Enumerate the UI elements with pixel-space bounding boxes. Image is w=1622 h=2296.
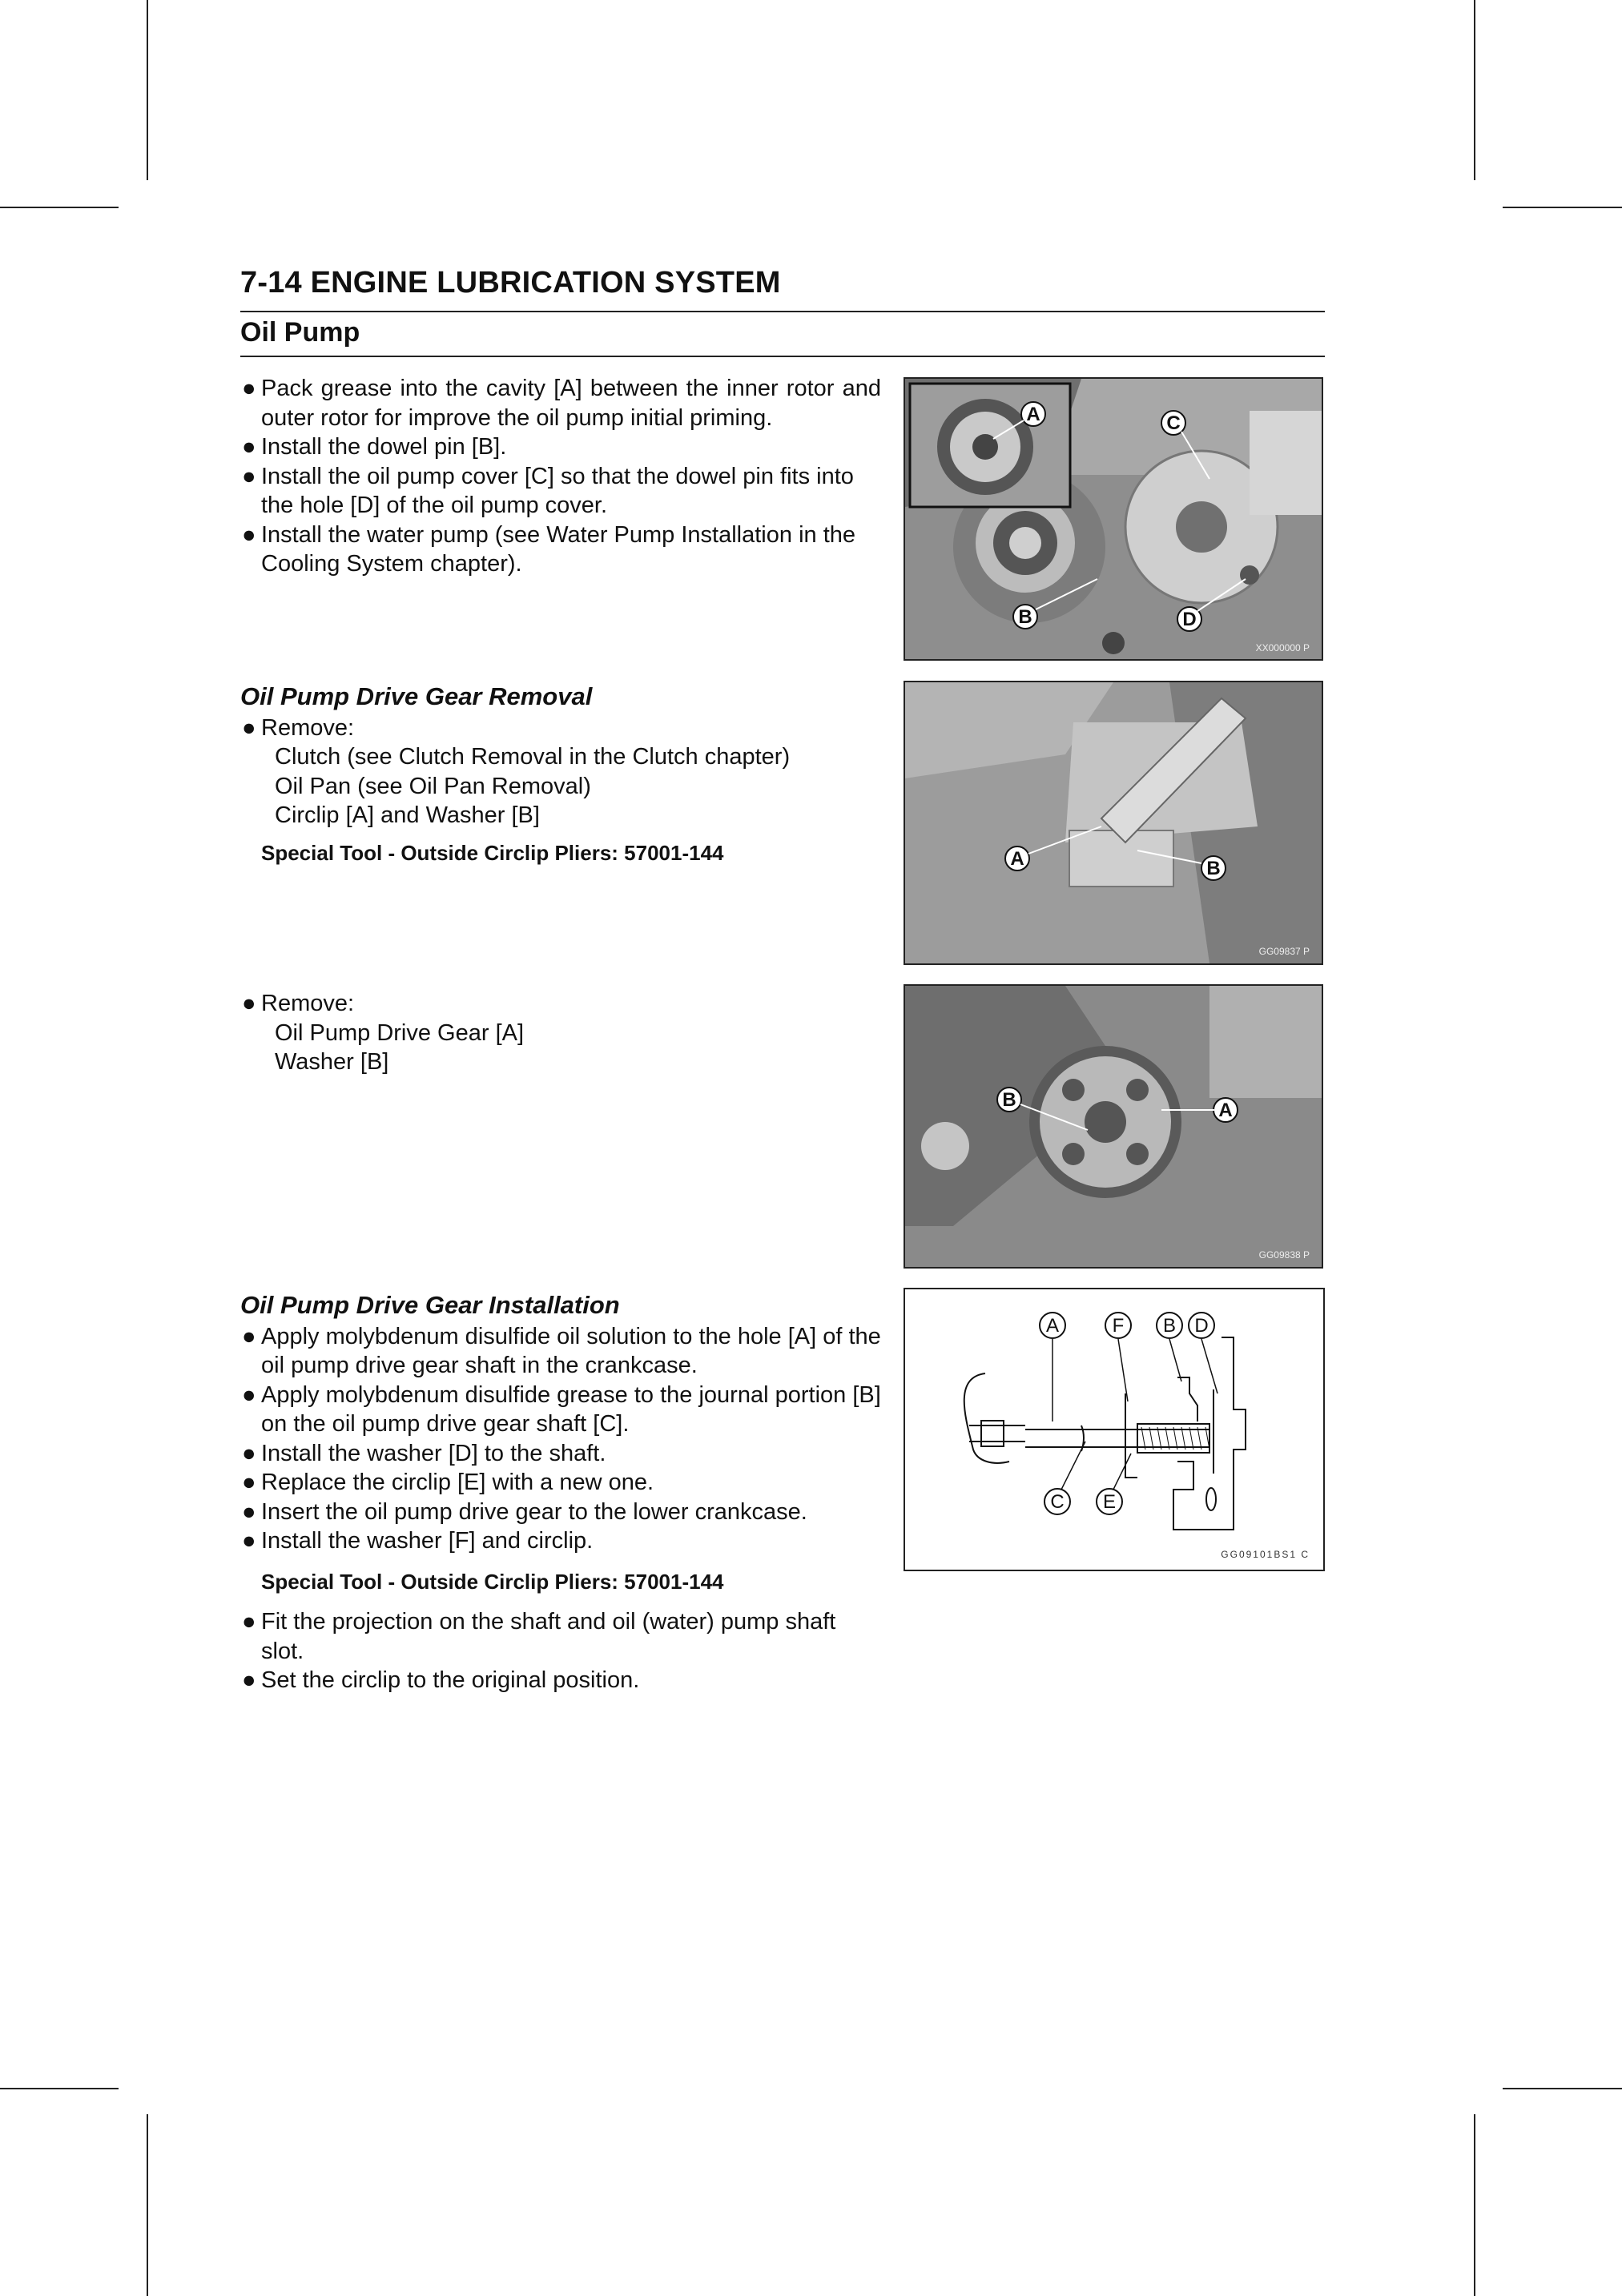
special-tool-note: Special Tool - Outside Circlip Pliers: 57001-144 (261, 1569, 724, 1594)
section-rule (240, 356, 1325, 357)
list-subitem: Clutch (see Clutch Removal in the Clutch chapter) (275, 744, 791, 770)
oil-pump-cover-photo (904, 377, 1323, 661)
list-item: ● Remove: (242, 991, 355, 1016)
callout-A: A (1010, 848, 1024, 870)
subheading: Oil Pump Drive Gear Removal (240, 682, 593, 710)
crop-mark (1503, 2088, 1622, 2089)
crop-mark (1474, 2114, 1475, 2296)
callout-E: E (1102, 1491, 1117, 1513)
list-item: ● Install the dowel pin [B]. (242, 434, 507, 460)
crop-mark (1474, 0, 1475, 180)
callout-B: B (1018, 606, 1032, 628)
page-header (240, 266, 1325, 348)
crop-mark (147, 0, 148, 180)
title-rule (240, 311, 1325, 312)
list-item: ● Set the circlip to the original position. (242, 1667, 640, 1693)
subheading: Oil Pump Drive Gear Installation (240, 1291, 620, 1319)
list-subitem: Circlip [A] and Washer [B] (275, 802, 540, 828)
drive-gear-photo (904, 984, 1323, 1269)
list-item: ● Pack grease into the cavity [A] between the inner rotor and outer rotor for improve the oil pump initial priming. (242, 376, 881, 431)
list-item: ● Remove: (242, 714, 355, 741)
figure-code: GG09838 P (1258, 1249, 1310, 1261)
list-item: ● Apply molybdenum disulfide grease to the journal portion [B] on the oil pump drive gear shaft [C]. (242, 1381, 881, 1437)
page-title: 7-14 ENGINE LUBRICATION SYSTEM (240, 266, 781, 300)
callout-B: B (1206, 858, 1221, 879)
callout-A: A (1045, 1315, 1060, 1337)
drive-gear-removal (240, 682, 881, 867)
figure-code: GG09101BS1 C (1221, 1549, 1310, 1560)
drive-gear-removal-2 (240, 989, 881, 1077)
list-item: ● Replace the circlip [E] with a new one. (242, 1470, 654, 1495)
list-subitem: Washer [B] (275, 1049, 389, 1075)
callout-A: A (1218, 1100, 1233, 1121)
special-tool-note: Special Tool - Outside Circlip Pliers: 57001-144 (261, 840, 724, 865)
drive-gear-shaft-diagram (904, 1288, 1325, 1571)
list-item: ● Install the washer [D] to the shaft. (242, 1440, 606, 1466)
callout-D: D (1182, 609, 1197, 630)
callout-B: B (1162, 1315, 1177, 1337)
callout-C: C (1050, 1491, 1065, 1513)
figure-code: XX000000 P (1255, 642, 1310, 653)
list-item: ● Fit the projection on the shaft and oil (water) pump shaft slot. (242, 1609, 836, 1664)
section-title: Oil Pump (240, 317, 360, 348)
list-item: ● Apply molybdenum disulfide oil solution to the hole [A] of the oil pump drive gear shaft in the crankcase. (242, 1323, 881, 1378)
oil-pump-instructions (240, 374, 881, 579)
figure-code: GG09837 P (1258, 946, 1310, 957)
list-item: ● Insert the oil pump drive gear to the lower crankcase. (242, 1498, 807, 1525)
crop-mark (1503, 207, 1622, 208)
callout-C: C (1166, 412, 1181, 434)
callout-F: F (1112, 1315, 1125, 1337)
list-item: ● Install the water pump (see Water Pump Installation in the Cooling System chapter). (242, 521, 856, 577)
callout-B: B (1002, 1089, 1016, 1111)
crop-mark (147, 2114, 148, 2296)
callout-A: A (1026, 404, 1040, 425)
list-item: ● Install the oil pump cover [C] so that the dowel pin fits into the hole [D] of the oil pump cover. (242, 463, 854, 518)
callout-D: D (1194, 1315, 1209, 1337)
list-subitem: Oil Pump Drive Gear [A] (275, 1019, 525, 1046)
list-item: ● Install the washer [F] and circlip. (242, 1528, 594, 1554)
list-subitem: Oil Pan (see Oil Pan Removal) (275, 773, 591, 799)
drive-gear-installation (240, 1291, 881, 1695)
crop-mark (0, 207, 119, 208)
crop-mark (0, 2088, 119, 2089)
circlip-washer-photo (904, 681, 1323, 965)
